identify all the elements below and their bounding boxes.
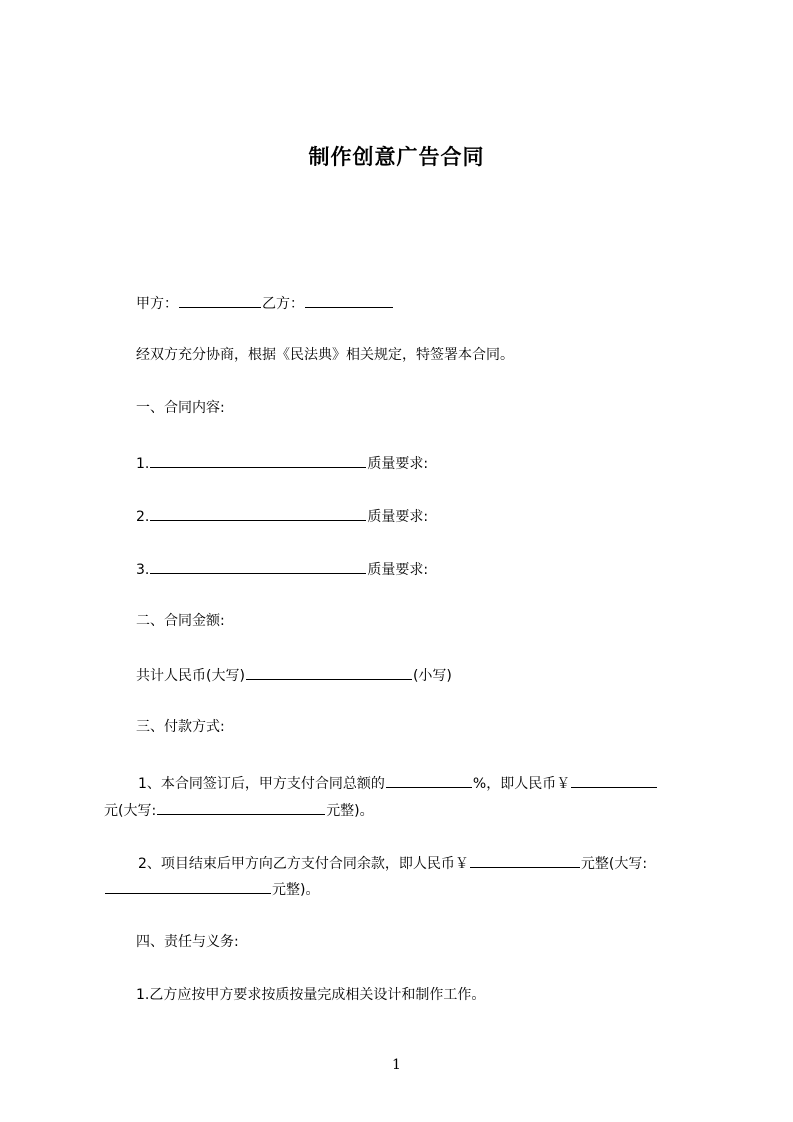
party-line (136, 293, 394, 313)
page-number: 1 (392, 1057, 401, 1073)
contract-item-1 (136, 453, 428, 473)
item-number: 1. (136, 456, 150, 472)
payment1-part3: 元(大写: (104, 803, 157, 819)
payment2-part3: 元整)。 (272, 882, 320, 898)
payment1-words-blank[interactable] (157, 800, 325, 815)
item-suffix: 质量要求: (367, 456, 429, 472)
contract-item-3 (136, 559, 428, 579)
amount-prefix: 共计人民币(大写) (136, 668, 245, 684)
amount-suffix: (小写) (412, 668, 452, 684)
item-3-blank[interactable] (150, 559, 366, 574)
party-b-label: 乙方： (262, 296, 304, 312)
payment1-part4: 元整)。 (326, 803, 374, 819)
party-a-blank[interactable] (179, 293, 261, 308)
payment2-line2 (104, 879, 319, 899)
item-1-blank[interactable] (150, 453, 366, 468)
section1-heading: 一、合同内容: (136, 400, 225, 416)
section4-heading: 四、责任与义务: (136, 934, 239, 950)
payment1-percent-blank[interactable] (386, 773, 472, 788)
party-b-blank[interactable] (305, 293, 393, 308)
payment1-amount-blank[interactable] (571, 773, 657, 788)
item-2-blank[interactable] (150, 506, 366, 521)
item-suffix: 质量要求: (367, 562, 429, 578)
item-number: 2. (136, 509, 150, 525)
amount-blank[interactable] (246, 665, 412, 680)
payment1-part1: 1、本合同签订后，甲方支付合同总额的 (138, 776, 385, 792)
payment2-words-blank[interactable] (105, 879, 271, 894)
amount-line (136, 665, 452, 685)
intro-text: 经双方充分协商，根据《民法典》相关规定，特签署本合同。 (136, 347, 514, 363)
payment1-part2: %，即人民币￥ (472, 776, 571, 792)
section2-heading: 二、合同金额: (136, 613, 225, 629)
document-title: 制作创意广告合同 (308, 145, 485, 169)
payment2-part2: 元整(大写: (580, 856, 648, 872)
contract-item-2 (136, 506, 428, 526)
duty-1: 1.乙方应按甲方要求按质按量完成相关设计和制作工作。 (136, 987, 486, 1003)
party-a-label: 甲方： (136, 296, 178, 312)
item-suffix: 质量要求: (367, 509, 429, 525)
payment2-part1: 2、项目结束后甲方向乙方支付合同余款，即人民币￥ (138, 856, 469, 872)
payment1-line1 (138, 773, 658, 793)
payment2-amount-blank[interactable] (470, 853, 580, 868)
payment1-line2 (104, 800, 374, 820)
payment2-line1 (138, 853, 647, 873)
section3-heading: 三、付款方式: (136, 719, 225, 735)
item-number: 3. (136, 562, 150, 578)
